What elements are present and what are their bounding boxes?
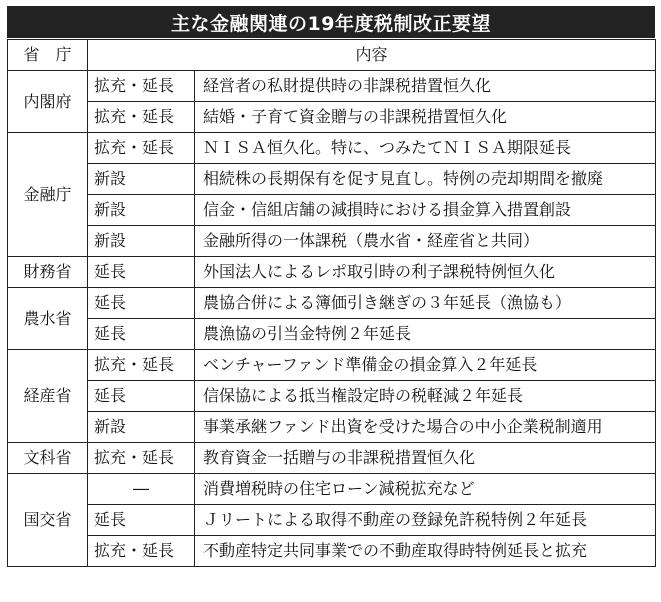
agency-cell: 金融庁	[8, 133, 88, 257]
content-cell: 消費増税時の住宅ローン減税拡充など	[195, 474, 656, 505]
table-row	[8, 164, 656, 195]
kind-cell: 拡充・延長	[88, 536, 195, 567]
agency-cell: 財務省	[8, 257, 88, 288]
table-row	[8, 443, 656, 474]
table-row	[8, 350, 656, 381]
agency-cell: 農水省	[8, 288, 88, 350]
content-cell: 信保協による抵当権設定時の税軽減２年延長	[195, 381, 656, 412]
kind-cell: 延長	[88, 381, 195, 412]
content-cell: 経営者の私財提供時の非課税措置恒久化	[195, 71, 656, 102]
kind-cell: 拡充・延長	[88, 350, 195, 381]
kind-cell: 拡充・延長	[88, 71, 195, 102]
kind-cell: 新設	[88, 164, 195, 195]
content-cell: Ｊリートによる取得不動産の登録免許税特例２年延長	[195, 505, 656, 536]
kind-cell: 拡充・延長	[88, 102, 195, 133]
content-cell: 相続株の長期保有を促す見直し。特例の売却期間を撤廃	[195, 164, 656, 195]
table-row	[8, 133, 656, 164]
kind-cell: 新設	[88, 412, 195, 443]
kind-cell: 拡充・延長	[88, 443, 195, 474]
content-cell: 不動産特定共同事業での不動産取得時特例延長と拡充	[195, 536, 656, 567]
header-row	[8, 40, 656, 71]
header-content: 内容	[88, 40, 656, 71]
table-row	[8, 102, 656, 133]
table-row	[8, 505, 656, 536]
kind-cell: 延長	[88, 505, 195, 536]
content-cell: 農協合併による簿価引き継ぎの３年延長（漁協も）	[195, 288, 656, 319]
agency-cell: 内閣府	[8, 71, 88, 133]
content-cell: 教育資金一括贈与の非課税措置恒久化	[195, 443, 656, 474]
content-cell: 事業承継ファンド出資を受けた場合の中小企業税制適用	[195, 412, 656, 443]
kind-cell: 延長	[88, 257, 195, 288]
content-cell: 信金・信組店舗の減損時における損金算入措置創設	[195, 195, 656, 226]
content-cell: 金融所得の一体課税（農水省・経産省と共同）	[195, 226, 656, 257]
table-row	[8, 195, 656, 226]
table-row	[8, 319, 656, 350]
kind-cell: 新設	[88, 195, 195, 226]
content-cell: ベンチャーファンド準備金の損金算入２年延長	[195, 350, 656, 381]
table-row	[8, 71, 656, 102]
agency-cell: 経産省	[8, 350, 88, 443]
content-cell: ＮＩＳＡ恒久化。特に、つみたてＮＩＳＡ期限延長	[195, 133, 656, 164]
table-title: 主な金融関連の19年度税制改正要望	[7, 6, 655, 38]
table-row	[8, 474, 656, 505]
table-row	[8, 226, 656, 257]
kind-cell: 拡充・延長	[88, 133, 195, 164]
table-row	[8, 288, 656, 319]
kind-cell: 延長	[88, 288, 195, 319]
content-cell: 農漁協の引当金特例２年延長	[195, 319, 656, 350]
tax-reform-table	[7, 39, 656, 567]
agency-cell: 国交省	[8, 474, 88, 567]
content-cell: 結婚・子育て資金贈与の非課税措置恒久化	[195, 102, 656, 133]
kind-cell: 新設	[88, 226, 195, 257]
table-row	[8, 381, 656, 412]
content-cell: 外国法人によるレポ取引時の利子課税特例恒久化	[195, 257, 656, 288]
table-row	[8, 257, 656, 288]
kind-cell: 延長	[88, 319, 195, 350]
table-row	[8, 536, 656, 567]
table-row	[8, 412, 656, 443]
agency-cell: 文科省	[8, 443, 88, 474]
kind-cell: ―	[88, 474, 195, 505]
header-agency: 省 庁	[8, 40, 88, 71]
